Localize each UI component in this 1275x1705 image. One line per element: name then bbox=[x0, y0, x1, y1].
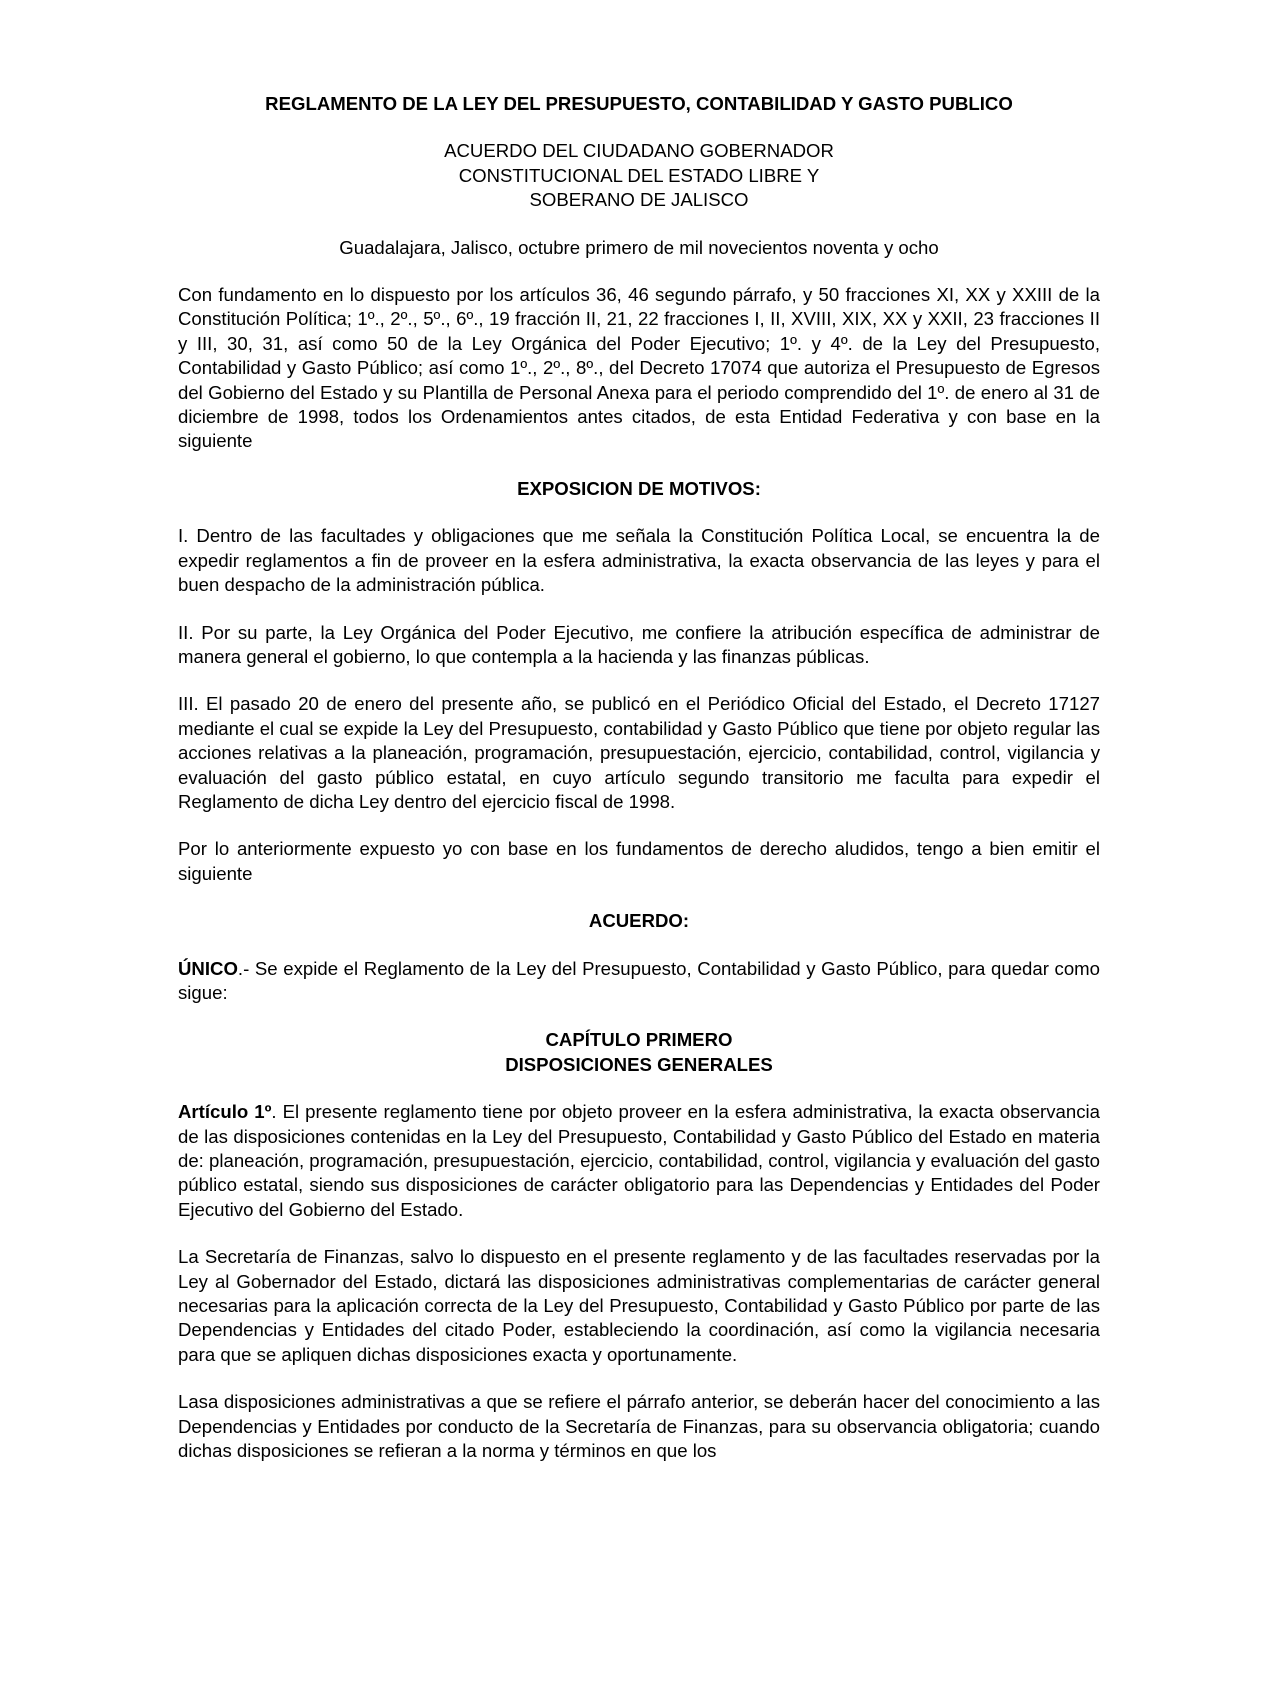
article-1-paragraph-2: La Secretaría de Finanzas, salvo lo dispuesto en el presente reglamento y de las facultades reservadas por la Ley al Gobernador del Estado, dictará las disposiciones administrativas complementarias de carácter general necesarias para la aplicación correcta de la Ley del Presupuesto, Contabilidad y Gasto Público por parte de las Dependencias y Entidades del citado Poder, estableciendo la coordinación, así como la vigilancia necesaria para que se apliquen dichas disposiciones exacta y oportunamente. bbox=[178, 1246, 1100, 1365]
agreement-heading: ACUERDO: bbox=[588, 910, 690, 932]
motive-paragraph-3: III. El pasado 20 de enero del presente año, se publicó en el Periódico Oficial del Estado, el Decreto 17127 mediante el cual se expide la Ley del Presupuesto, contabilidad y Gasto Público que tiene por objeto regular las acciones relativas a la planeación, programación, presupuestación, ejercicio, contabilidad, control, vigilancia y evaluación del gasto público estatal, en cuyo artículo segundo transitorio me faculta para expedir el Reglamento de dicha Ley dentro del ejercicio fiscal de 1998. bbox=[178, 693, 1100, 812]
article-1-text: . El presente reglamento tiene por objeto proveer en la esfera administrativa, la exacta observancia de las disposiciones contenidas en la Ley del Presupuesto, Contabilidad y Gasto Público del Estado en materia de: planeación, programación, presupuestación, ejercicio, contabilidad, control, vigilancia y evaluación del gasto público estatal, siendo sus disposiciones de carácter obligatorio para las Dependencias y Entidades del Poder Ejecutivo del Gobierno del Estado. bbox=[178, 1101, 1100, 1220]
chapter-heading bbox=[178, 1028, 1100, 1077]
article-1-paragraph bbox=[178, 1100, 1100, 1222]
conclusion-paragraph: Por lo anteriormente expuesto yo con base en los fundamentos de derecho aludidos, tengo a bien emitir el siguiente bbox=[178, 838, 1100, 884]
agreement-line: CONSTITUCIONAL DEL ESTADO LIBRE Y bbox=[458, 164, 820, 186]
article-1-paragraph-3: Lasa disposiciones administrativas a que se refiere el párrafo anterior, se deberán hacer del conocimiento a las Dependencias y Entidades por conducto de la Secretaría de Finanzas, para su observancia obligatoria; cuando dichas disposiciones se refieran a la norma y términos en que los bbox=[178, 1391, 1100, 1462]
agreement-header bbox=[178, 139, 1100, 212]
unico-text: .- Se expide el Reglamento de la Ley del Presupuesto, Contabilidad y Gasto Público, para quedar como sigue: bbox=[178, 957, 1100, 1003]
unico-lead: ÚNICO bbox=[178, 957, 238, 979]
agreement-line: ACUERDO DEL CIUDADANO GOBERNADOR bbox=[444, 140, 834, 162]
chapter-title: CAPÍTULO PRIMERO bbox=[545, 1029, 733, 1051]
motive-paragraph-1: I. Dentro de las facultades y obligaciones que me señala la Constitución Política Local, se encuentra la de expedir reglamentos a fin de proveer en la esfera administrativa, la exacta observancia de las leyes y para el buen despacho de la administración pública. bbox=[178, 525, 1100, 596]
document-title: REGLAMENTO DE LA LEY DEL PRESUPUESTO, CONTABILIDAD Y GASTO PUBLICO bbox=[265, 93, 1013, 114]
motive-paragraph-2: II. Por su parte, la Ley Orgánica del Poder Ejecutivo, me confiere la atribución específica de administrar de manera general el gobierno, lo que contempla a la hacienda y las finanzas públicas. bbox=[178, 621, 1100, 667]
agreement-line: SOBERANO DE JALISCO bbox=[529, 189, 749, 211]
article-1-lead: Artículo 1º bbox=[178, 1101, 272, 1123]
document-page bbox=[178, 92, 1100, 1486]
unico-paragraph bbox=[178, 957, 1100, 1006]
place-date: Guadalajara, Jalisco, octubre primero de mil novecientos noventa y ocho bbox=[339, 236, 939, 258]
motives-heading: EXPOSICION DE MOTIVOS: bbox=[517, 477, 761, 499]
foundation-paragraph: Con fundamento en lo dispuesto por los artículos 36, 46 segundo párrafo, y 50 fracciones XI, XX y XXIII de la Constitución Política; 1º., 2º., 5º., 6º., 19 fracción II, 21, 22 fracciones I, II, XVIII, XIX, XX y XXII, 23 fracciones II y III, 30, 31, así como 50 de la Ley Orgánica del Poder Ejecutivo; 1º. y 4º. de la Ley del Presupuesto, Contabilidad y Gasto Público; así como 1º., 2º., 8º., del Decreto 17074 que autoriza el Presupuesto de Egresos del Gobierno del Estado y su Plantilla de Personal Anexa para el periodo comprendido del 1º. de enero al 31 de diciembre de 1998, todos los Ordenamientos antes citados, de esta Entidad Federativa y con base en la siguiente bbox=[178, 284, 1100, 452]
chapter-subtitle: DISPOSICIONES GENERALES bbox=[505, 1053, 773, 1075]
